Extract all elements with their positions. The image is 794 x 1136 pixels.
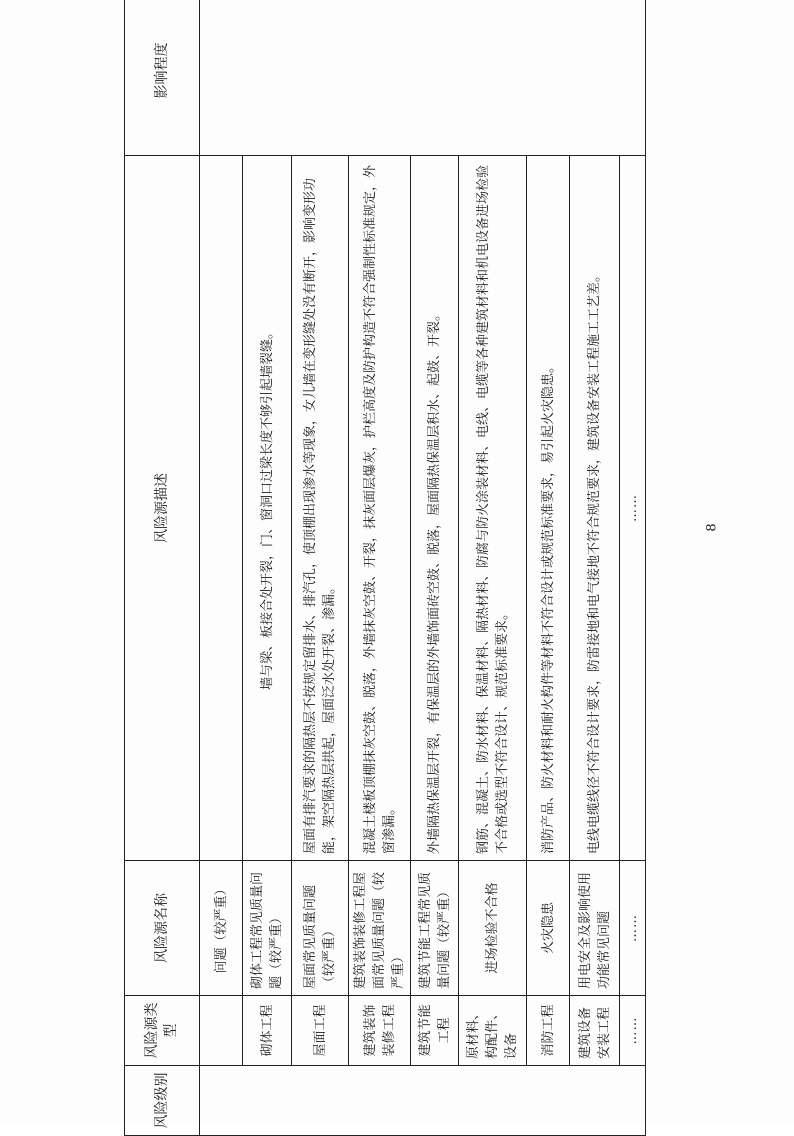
- risk-name-cell: 建筑节能工程常见质量问题（较严重）: [411, 861, 459, 996]
- risk-name-cell: 用电安全及影响使用功能常见问题: [570, 861, 620, 996]
- table-row: [411, 0, 459, 1136]
- header-risk-level: 风险级别: [125, 1066, 200, 1136]
- header-risk-desc: 风险源描述: [125, 156, 200, 861]
- table-row: [459, 0, 527, 1136]
- risk-desc-cell: 电线电缆线径不符合设计要求，防雷接地和电气接地不符合规范要求，建筑设备安装工程施工工艺差。: [570, 156, 620, 861]
- table-row: [200, 0, 243, 1136]
- table-row: [243, 0, 292, 1136]
- risk-name-cell: 问题（较严重）: [200, 861, 243, 996]
- risk-desc-cell: ……: [620, 156, 646, 861]
- rotated-table-container: [124, 0, 794, 1136]
- table-row: [620, 0, 646, 1136]
- risk-desc-cell: 混凝土楼板顶棚抹灰空鼓、脱落，外墙抹灰空鼓、开裂，抹灰面层爆灰，护栏高度及防护构造不符合强制性标准规定，外窗渗漏。: [349, 156, 411, 861]
- page-number: 8: [704, 523, 720, 532]
- risk-desc-cell: 屋面有排汽要求的隔热层不按规定留排水、排汽孔，使顶棚出现渗水等现象，女儿墙在变形缝处没有断开，影响变形功能，架空隔热层拱起，屋面泛水处开裂、渗漏。: [292, 156, 349, 861]
- impact-cell: [200, 0, 646, 156]
- risk-name-cell: ……: [620, 861, 646, 996]
- risk-type-cell: 屋面工程: [292, 996, 349, 1066]
- risk-level-cell: [200, 1066, 646, 1136]
- risk-type-cell: 建筑节能工程: [411, 996, 459, 1066]
- risk-desc-cell: 钢筋、混凝土、防水材料、保温材料、隔热材料、防腐与防火涂装材料、电线、电缆等各种建筑材料和机电设备进场检验不合格或选型不符合设计、规范标准要求。: [459, 156, 527, 861]
- risk-name-cell: 火灾隐患: [527, 861, 570, 996]
- risk-type-cell: [200, 996, 243, 1066]
- table-row: [292, 0, 349, 1136]
- risk-name-cell: 建筑装饰装修工程屋面常见质量问题（较严重）: [349, 861, 411, 996]
- header-risk-name: 风险源名称: [125, 861, 200, 996]
- table-header-row: [125, 0, 200, 1136]
- risk-desc-cell: [200, 156, 243, 861]
- risk-desc-cell: 外墙隔热保温层开裂，有保温层的外墙饰面砖空鼓、脱落，屋面隔热保温层积水、起鼓、开裂。: [411, 156, 459, 861]
- risk-desc-cell: 墙与梁、板接合处开裂，门、窗洞口过梁长度不够引起墙裂缝。: [243, 156, 292, 861]
- table-row: [527, 0, 570, 1136]
- header-risk-type: 风险源类型: [125, 996, 200, 1066]
- risk-type-cell: 建筑装饰装修工程: [349, 996, 411, 1066]
- risk-name-cell: 砌体工程常见质量问题（较严重）: [243, 861, 292, 996]
- risk-type-cell: 消防工程: [527, 996, 570, 1066]
- risk-name-cell: 屋面常见质量问题（较严重）: [292, 861, 349, 996]
- table-row: [570, 0, 620, 1136]
- header-impact: 影响程度: [125, 0, 200, 156]
- risk-name-cell: 进场检验不合格: [459, 861, 527, 996]
- risk-type-cell: 原材料、构配件、设备: [459, 996, 527, 1066]
- risk-type-cell: 砌体工程: [243, 996, 292, 1066]
- table-row: [349, 0, 411, 1136]
- risk-desc-cell: 消防产品、防火材料和耐火构件等材料不符合设计或规范标准要求，易引起火灾隐患。: [527, 156, 570, 861]
- risk-source-table: [124, 0, 646, 1136]
- risk-type-cell: ……: [620, 996, 646, 1066]
- risk-type-cell: 建筑设备安装工程: [570, 996, 620, 1066]
